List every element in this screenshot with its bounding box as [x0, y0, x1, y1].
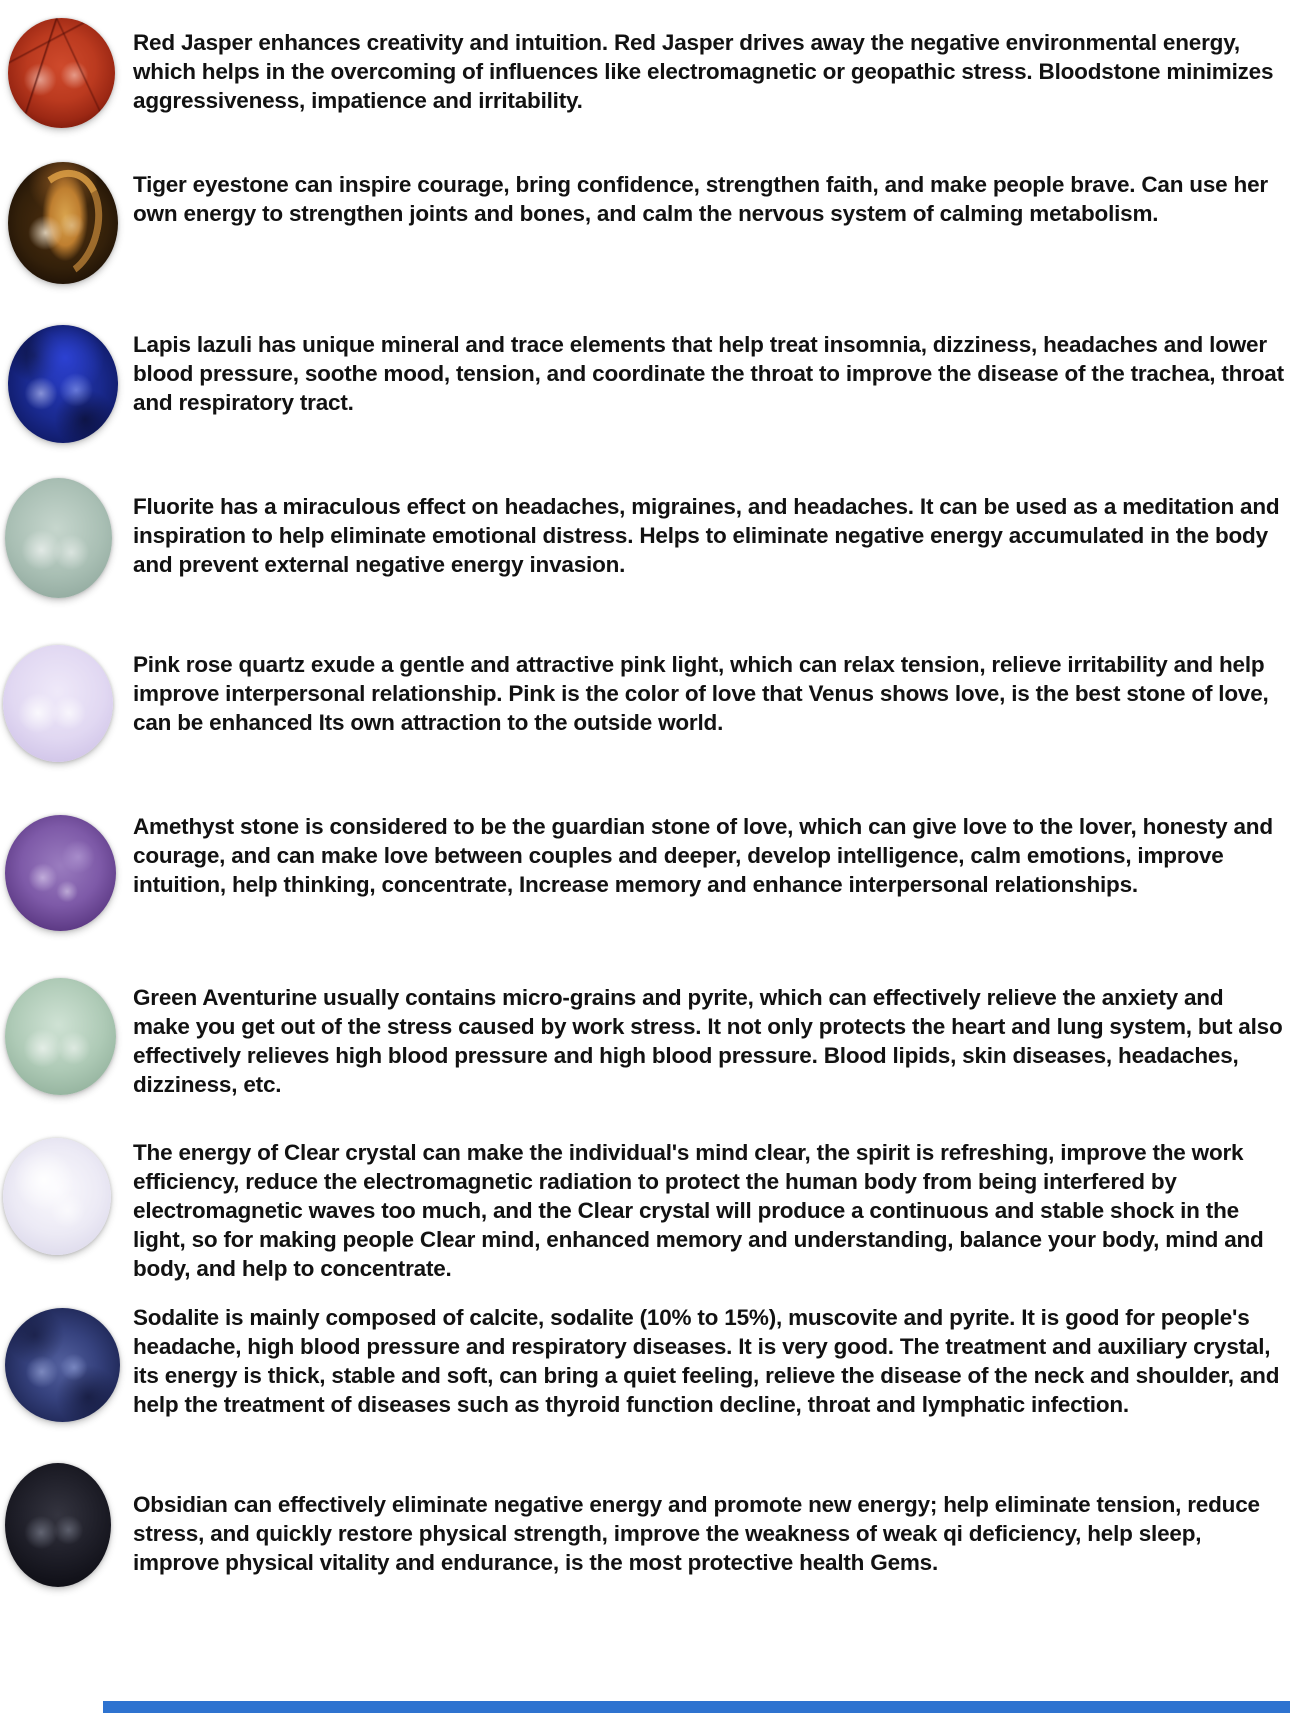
red-jasper-description: Red Jasper enhances creativity and intuition. Red Jasper drives away the negative environmental energy, which helps in the overcoming of influences like electromagnetic or geopathic stress. Bloodstone minimizes aggressiveness, impatience and irritability.: [133, 30, 1274, 113]
lapis-lazuli-description: Lapis lazuli has unique mineral and trace elements that help treat insomnia, dizziness, headaches and lower blood pressure, soothe mood, tension, and coordinate the throat to improve the disease of the trachea, throat and respiratory tract.: [133, 332, 1284, 415]
sodalite-bead-image: [5, 1308, 120, 1422]
bottom-blue-banner-edge: [103, 1701, 1290, 1713]
fluorite-bead-image: [5, 478, 112, 598]
rose-quartz-description: Pink rose quartz exude a gentle and attractive pink light, which can relax tension, relieve irritability and help improve interpersonal relationship. Pink is the color of love that Venus shows love, is the best stone of love, can be enhanced Its own attraction to the outside world.: [133, 652, 1269, 735]
green-aventurine-description: Green Aventurine usually contains micro-grains and pyrite, which can effectively relieve the anxiety and make you get out of the stress caused by work stress. It not only protects the heart and lung system, but also effectively relieves high blood pressure and high blood pressure. Blood lipids, skin diseases, headaches, dizziness, etc.: [133, 985, 1283, 1097]
obsidian-description: Obsidian can effectively eliminate negative energy and promote new energy; help eliminate tension, reduce stress, and quickly restore physical strength, improve the weakness of weak qi deficiency, help sleep, improve physical vitality and endurance, is the most protective health Gems.: [133, 1492, 1260, 1575]
green-aventurine-bead-image: [5, 978, 116, 1095]
amethyst-description: Amethyst stone is considered to be the guardian stone of love, which can give love to the lover, honesty and courage, and can make love between couples and deeper, develop intelligence, calm emotions, improve intuition, help thinking, concentrate, Increase memory and enhance interpersonal relationships.: [133, 814, 1273, 897]
fluorite-description: Fluorite has a miraculous effect on headaches, migraines, and headaches. It can be used as a meditation and inspiration to help eliminate emotional distress. Helps to eliminate negative energy accumulated in the body and prevent external negative energy invasion.: [133, 494, 1280, 577]
red-jasper-bead-image: [8, 18, 115, 128]
clear-crystal-bead-image: [3, 1138, 111, 1255]
tiger-eye-description: Tiger eyestone can inspire courage, bring confidence, strengthen faith, and make people brave. Can use her own energy to strengthen joints and bones, and calm the nervous system of calming metabolism.: [133, 172, 1268, 226]
rose-quartz-bead-image: [3, 645, 113, 762]
tiger-eye-bead-image: [8, 162, 118, 284]
sodalite-description: Sodalite is mainly composed of calcite, sodalite (10% to 15%), muscovite and pyrite. It is good for people's headache, high blood pressure and respiratory diseases. It is very good. The treatment and auxiliary crystal, its energy is thick, stable and soft, can bring a quiet feeling, relieve the disease of the neck and shoulder, and help the treatment of diseases such as thyroid function decline, throat and lymphatic infection.: [133, 1305, 1280, 1417]
obsidian-bead-image: [5, 1463, 111, 1587]
lapis-lazuli-bead-image: [8, 325, 118, 443]
clear-crystal-description: The energy of Clear crystal can make the individual's mind clear, the spirit is refreshing, improve the work efficiency, reduce the electromagnetic radiation to protect the human body from being interfered by electromagnetic waves too much, and the Clear crystal will produce a continuous and stable shock in the light, so for making people Clear mind, enhanced memory and understanding, balance your body, mind and body, and help to concentrate.: [133, 1140, 1264, 1281]
amethyst-bead-image: [5, 815, 116, 931]
